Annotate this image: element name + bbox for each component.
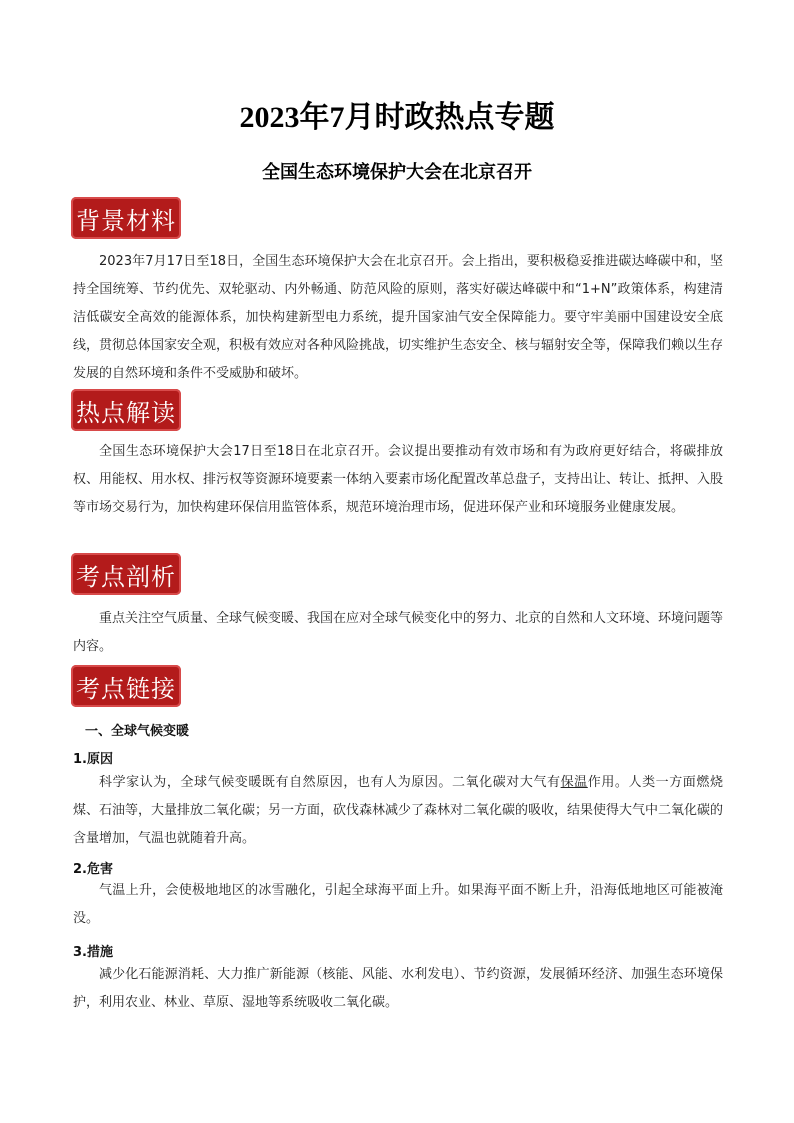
exam-points-paragraph: 重点关注空气质量、全球气候变暖、我国在应对全球气候变化中的努力、北京的自然和人文环境、环境问题等内容。 <box>73 611 724 654</box>
section-heading-global-warming: 一、全球气候变暖 <box>85 724 190 739</box>
harm-heading: 2.危害 <box>73 862 113 877</box>
analysis-paragraph: 全国生态环境保护大会17日至18日在北京召开。会议提出要推动有效市场和有为政府更好结合，将碳排放权、用能权、用水权、排污权等资源环境要素一体纳入要素市场化配置改革总盘子，支持出让、转让、抵押、入股等市场交易行为，加快构建环保信用监管体系，规范环境治理市场，促进环保产业和环境服务业健康发展。 <box>73 444 724 515</box>
page-title: 2023年7月时政热点专题 <box>239 101 555 134</box>
cause-underlined-answer: 保温 <box>560 775 588 790</box>
measure-paragraph: 减少化石能源消耗、大力推广新能源（核能、风能、水利发电）、节约资源，发展循环经济、加强生态环境保护，利用农业、林业、草原、湿地等系统吸收二氧化碳。 <box>73 967 723 1010</box>
exam-points-badge: 考点剖析 <box>71 553 181 595</box>
page-subtitle: 全国生态环境保护大会在北京召开 <box>262 162 532 183</box>
cause-paragraph <box>73 769 723 853</box>
measure-heading: 3.措施 <box>73 945 113 960</box>
background-paragraph: 2023年7月17日至18日，全国生态环境保护大会在北京召开。会上指出，要积极稳妥推进碳达峰碳中和，坚持全国统筹、节约优先、双轮驱动、内外畅通、防范风险的原则，落实好碳达峰碳中和“1+N”政策体系，构建清洁低碳安全高效的能源体系，加快构建新型电力系统，提升国家油气安全保障能力。要守牢美丽中国建设安全底线，贯彻总体国家安全观，积极有效应对各种风险挑战，切实维护生态安全、核与辐射安全等，保障我们赖以生存发展的自然环境和条件不受威胁和破坏。 <box>73 254 724 381</box>
links-badge: 考点链接 <box>71 665 181 707</box>
cause-text-b: 作用。人类一方面燃烧煤、石油等，大量排放二氧化碳；另一方面，砍伐森林减少了森林对二氧化碳的吸收，结果使得大气中二氧化碳的含量增加，气温也就随着升高。 <box>73 775 724 846</box>
cause-heading: 1.原因 <box>73 752 113 767</box>
cause-text-a: 科学家认为，全球气候变暖既有自然原因，也有人为原因。二氧化碳对大气有 <box>99 775 561 790</box>
background-badge: 背景材料 <box>71 197 181 239</box>
harm-paragraph: 气温上升，会使极地地区的冰雪融化，引起全球海平面上升。如果海平面不断上升，沿海低地地区可能被淹没。 <box>73 883 723 926</box>
analysis-badge: 热点解读 <box>71 389 181 431</box>
